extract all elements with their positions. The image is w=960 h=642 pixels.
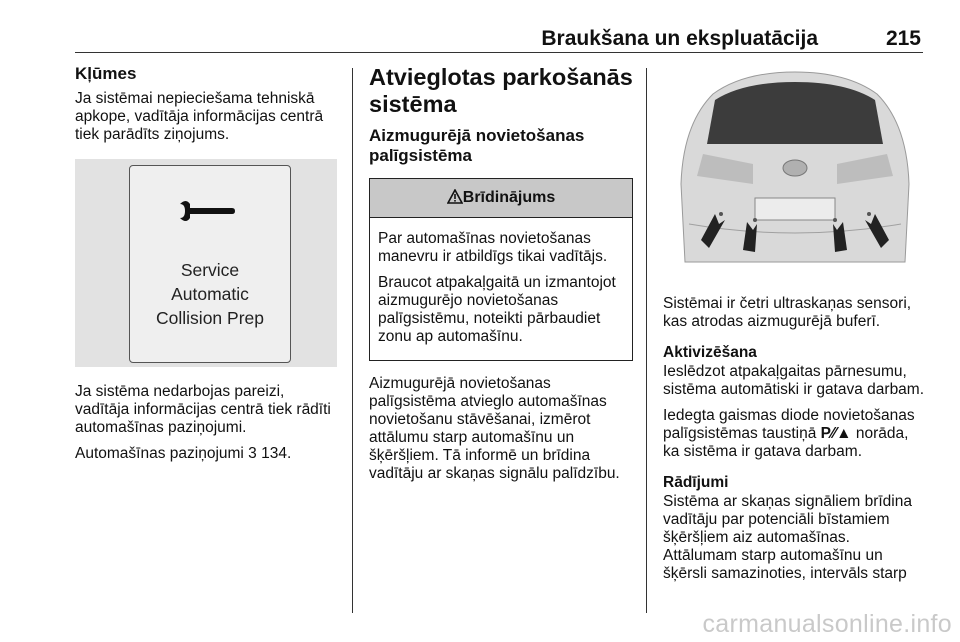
column-right bbox=[663, 64, 927, 591]
column-divider-2 bbox=[646, 68, 647, 613]
wrench-icon bbox=[176, 198, 236, 224]
activation-paragraph-1: Ieslēdzot atpakaļgaitas pārnesumu, sistēma automātiski ir gatava darbam. bbox=[663, 363, 925, 398]
watermark: carmanualsonline.info bbox=[702, 610, 952, 638]
warning-box bbox=[369, 178, 633, 361]
activation-text-post: norāda, ka sistēma ir gatava darbam. bbox=[663, 425, 909, 460]
service-line: Collision Prep bbox=[156, 308, 264, 328]
service-line: Service bbox=[180, 260, 240, 280]
indication-paragraph: Sistēma ar skaņas signāliem brīdina vadītāju par potenciāli bīstamiem šķēršļiem aiz automašīnas. Attālumam starp automašīnu un šķērsli samazinoties, intervāls starp bbox=[663, 493, 912, 582]
activation-heading: Aktivizēšana bbox=[663, 344, 757, 361]
service-display-figure bbox=[75, 159, 337, 367]
column-middle bbox=[369, 64, 633, 491]
warning-triangle-icon bbox=[447, 189, 463, 204]
header-title: Braukšana un ekspluatācija bbox=[541, 27, 818, 50]
warning-paragraph-2: Braucot atpakaļgaitā un izmantojot aizmugurējo novietošanas palīgsistēmu, noteikti pārbaudiet zonu ap automašīnu. bbox=[378, 274, 616, 345]
vehicle-messages-reference: Automašīnas paziņojumi 3 134. bbox=[75, 445, 292, 462]
parking-assist-button-symbol: P⁄⁄▲ bbox=[820, 425, 852, 442]
faults-paragraph: Ja sistēmai nepieciešama tehniskā apkope, vadītāja informācijas centrā tiek parādīts ziņojums. bbox=[75, 90, 324, 143]
activation-paragraph-2 bbox=[663, 407, 927, 461]
parking-assist-description: Aizmugurējā novietošanas palīgsistēma atvieglo automašīnas novietošanu stāvēšanai, izmērot attālumu starp automašīnu un šķēršļiem. Tā informē un brīdina vadītāju ar skaņas signālu palīdzību. bbox=[369, 375, 620, 482]
warning-body bbox=[370, 218, 632, 360]
sensors-paragraph: Sistēmai ir četri ultraskaņas sensori, kas atrodas aizmugurējā buferī. bbox=[663, 295, 912, 330]
column-divider-1 bbox=[352, 68, 353, 613]
service-line: Automatic bbox=[171, 284, 249, 304]
section-title: Atvieglotas parkošanās sistēma bbox=[369, 64, 633, 117]
faults-heading: Kļūmes bbox=[75, 64, 137, 83]
indication-heading: Rādījumi bbox=[663, 474, 729, 491]
page-header bbox=[75, 22, 923, 53]
page-number: 215 bbox=[885, 27, 921, 50]
section-subtitle: Aizmugurējā novietošanas palīgsistēma bbox=[369, 126, 585, 165]
warning-title: Brīdinājums bbox=[462, 189, 556, 206]
column-left bbox=[75, 64, 337, 471]
car-rear-sensors-figure bbox=[663, 64, 927, 276]
warning-header bbox=[370, 179, 632, 218]
activation-text-pre: Iedegta gaismas diode novietošanas palīgsistēmas taustiņā bbox=[663, 407, 915, 442]
warning-paragraph-1: Par automašīnas novietošanas manevru ir atbildīgs tikai vadītājs. bbox=[378, 230, 608, 265]
service-display-panel bbox=[129, 165, 291, 363]
malfunction-paragraph: Ja sistēma nedarbojas pareizi, vadītāja informācijas centrā tiek rādīti automašīnas paziņojumi. bbox=[75, 383, 331, 436]
service-display-text bbox=[130, 258, 290, 330]
